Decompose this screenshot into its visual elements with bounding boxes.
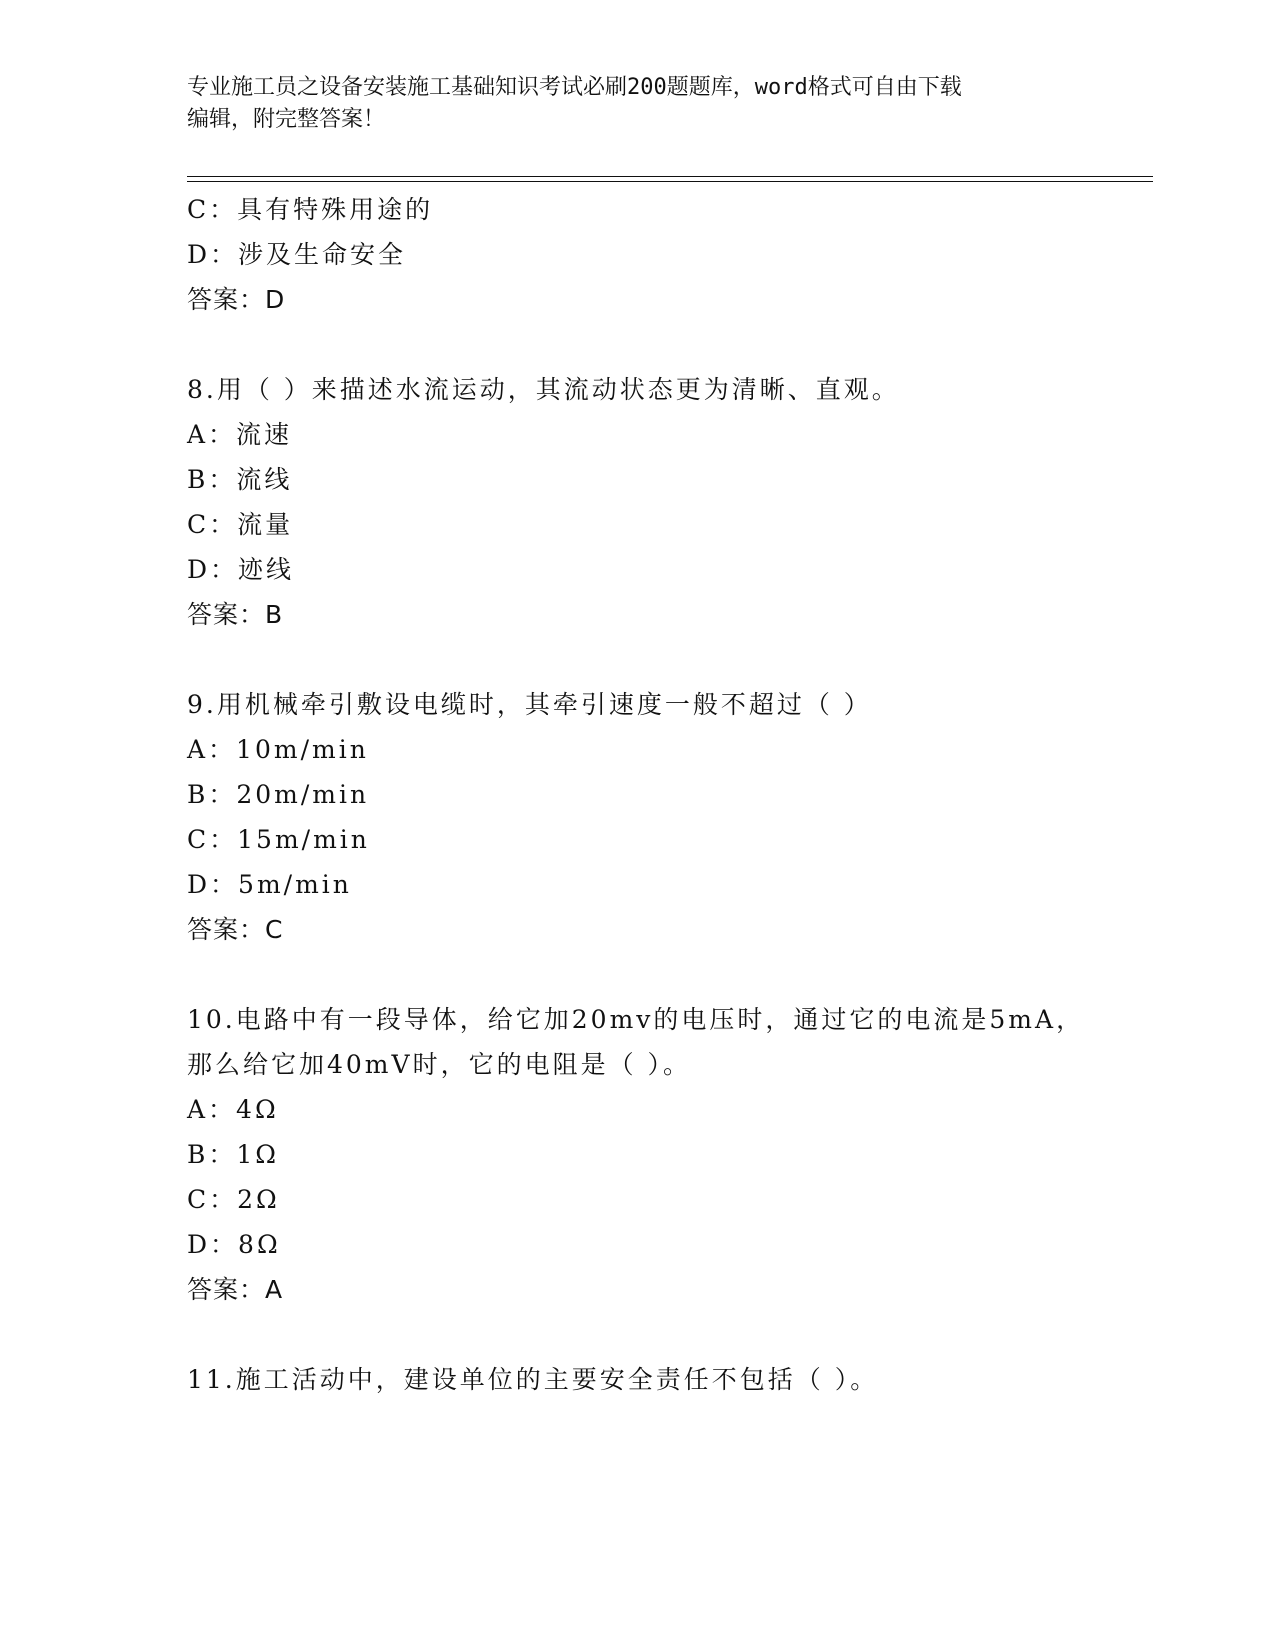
q10-option-d: D：8Ω: [187, 1230, 281, 1259]
q9-option-c: C：15m/min: [187, 825, 370, 854]
q8-option-c: C：流量: [187, 510, 294, 539]
q8-answer: 答案：B: [187, 600, 284, 629]
document-header: [187, 72, 1087, 136]
q9-answer: 答案：C: [187, 915, 284, 944]
q10-option-c: C：2Ω: [187, 1185, 280, 1214]
prev-option-d: D：涉及生命安全: [187, 240, 407, 269]
q8-option-d: D：迹线: [187, 555, 295, 584]
q10-answer: 答案：A: [187, 1275, 284, 1304]
header-line-1: 专业施工员之设备安装施工基础知识考试必刷200题题库，word格式可自由下载: [187, 75, 962, 100]
q11-question: 11.施工活动中，建设单位的主要安全责任不包括（ ）。: [187, 1365, 879, 1394]
q10-question-line-2: 那么给它加40mV时，它的电阻是（ ）。: [187, 1050, 692, 1079]
header-divider-top: [187, 176, 1153, 177]
q10-option-b: B：1Ω: [187, 1140, 280, 1169]
q9-option-a: A：10m/min: [187, 735, 369, 764]
prev-option-c: C：具有特殊用途的: [187, 195, 434, 224]
prev-answer: 答案：D: [187, 285, 286, 314]
q10-question-line-1: 10.电路中有一段导体，给它加20mv的电压时，通过它的电流是5mA，: [187, 1005, 1085, 1034]
q8-question: 8.用（ ）来描述水流运动，其流动状态更为清晰、直观。: [187, 375, 900, 404]
q9-question: 9.用机械牵引敷设电缆时，其牵引速度一般不超过（ ）: [187, 690, 872, 719]
q9-option-d: D：5m/min: [187, 870, 352, 899]
q9-option-b: B：20m/min: [187, 780, 370, 809]
header-divider-bottom: [187, 181, 1153, 182]
q8-option-a: A：流速: [187, 420, 293, 449]
q10-option-a: A：4Ω: [187, 1095, 279, 1124]
q8-option-b: B：流线: [187, 465, 293, 494]
header-line-2: 编辑，附完整答案！: [187, 107, 386, 132]
